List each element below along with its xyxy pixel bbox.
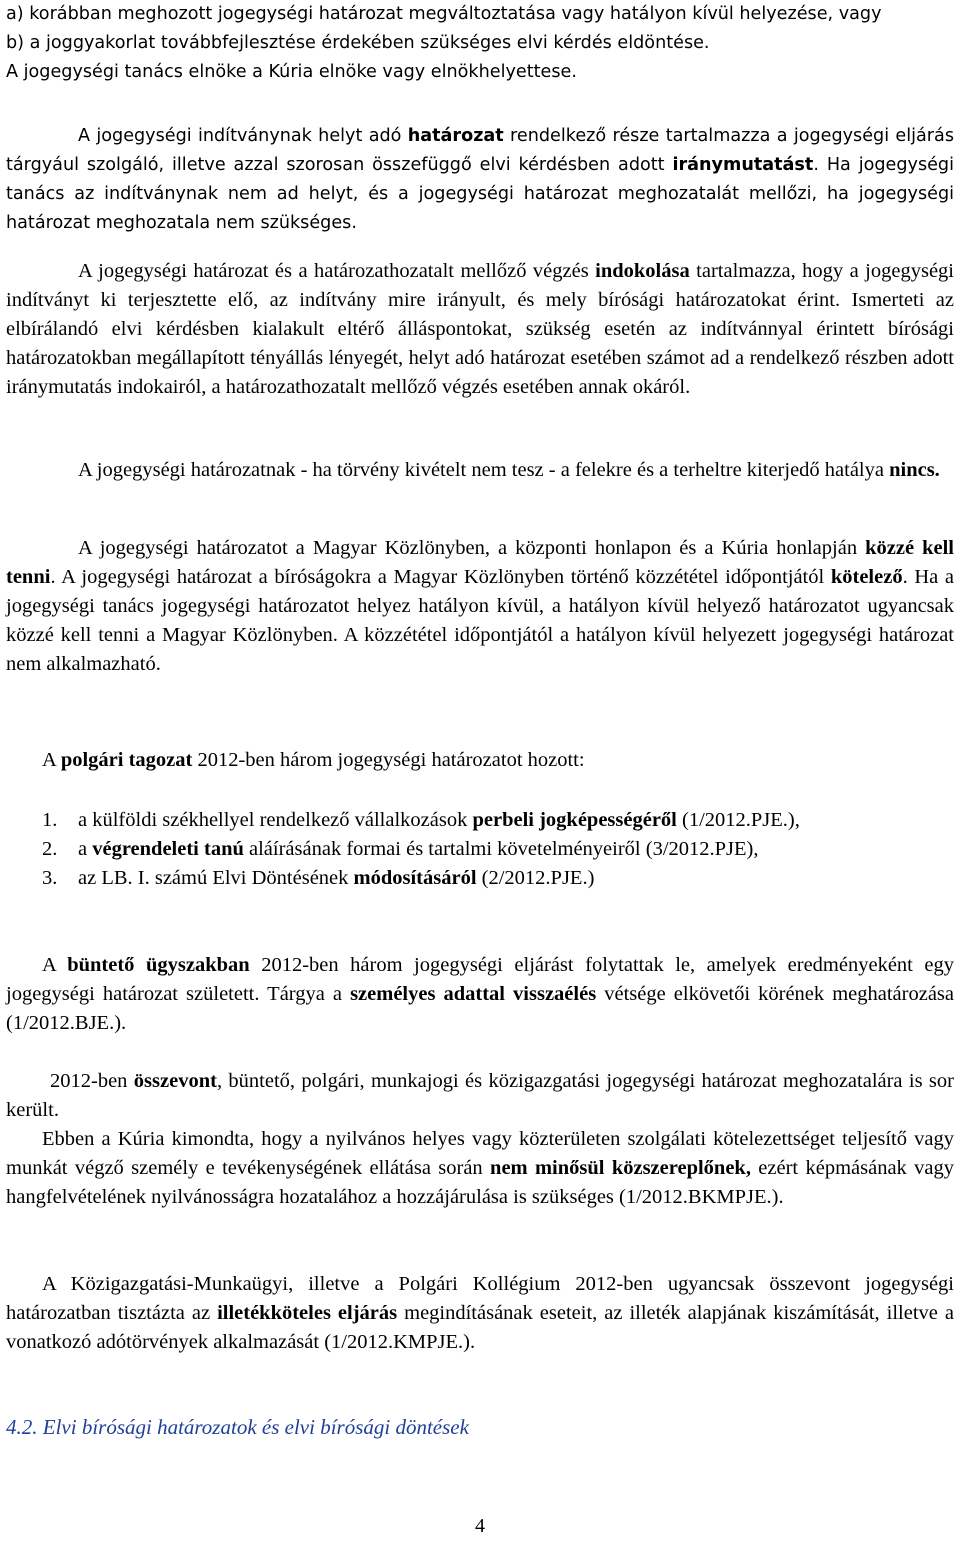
- paragraph-hatalya: A jogegységi határozatnak - ha törvény kivételt nem tesz - a felekre és a terheltre kiterjedő hatálya nincs.: [78, 459, 940, 481]
- paragraph-osszevont: 2012-ben összevont, büntető, polgári, munkajogi és közigazgatási jogegységi határozat meghozatalára is sor került.: [6, 1070, 954, 1121]
- decision-list: [6, 806, 954, 893]
- item-a: a) korábban meghozott jogegységi határozat megváltoztatása vagy hatályon kívül helyezése, vagy: [6, 4, 882, 24]
- top-items: [6, 0, 954, 87]
- paragraph-kozzetetel: A jogegységi határozatot a Magyar Közlönyben, a központi honlapon és a Kúria honlapján közzé kell tenni. A jogegységi határozat a bíróságokra a Magyar Közlönyben történő közzététel időpontjától kötelező. Ha a jogegységi tanács jogegységi határozatot helyez hatályon kívül, a hatályon kívül helyező határozatot ugyancsak közzé kell tenni a Magyar Közlönyben. A közzététel időpontjától a hatályon kívül helyezett jogegységi határozat nem alkalmazható.: [6, 537, 955, 675]
- paragraph-indokolas: A jogegységi határozat és a határozathozatalt mellőző végzés indokolása tartalmazza, hogy a jogegységi indítványt ki terjesztette elő, az indítvány mire irányult, és mely bírósági határozatokat érint. Ismerteti az elbírálandó elvi kérdésben kialakult eltérő álláspontokat, szükség esetén az indítvánnyal érintett bírósági határozatokban megállapított tényállás lényegét, helyt adó határozat esetében számot ad a rendelkező részben adott iránymutatás indokairól, a határozathozatalt mellőző végzés esetében annak okáról.: [6, 260, 954, 398]
- list-item: 3. az LB. I. számú Elvi Döntésének módosításáról (2/2012.PJE.): [42, 867, 595, 889]
- document-page: [6, 0, 954, 1536]
- paragraph-polgari: A polgári tagozat 2012-ben három jogegységi határozatot hozott:: [42, 749, 585, 771]
- list-item: 1. a külföldi székhellyel rendelkező vállalkozások perbeli jogképességéről (1/2012.PJE.),: [42, 809, 800, 831]
- paragraph-kozigazgatasi: A Közigazgatási-Munkaügyi, illetve a Polgári Kollégium 2012-ben ugyancsak összevont jogegységi határozatban tisztázta az illetékköteles eljárás megindításának eseteit, az illeték alapjának kiszámítását, illetve a vonatkozó adótörvények alkalmazását (1/2012.KMPJE.).: [6, 1273, 954, 1353]
- page-number: 4: [475, 1515, 485, 1537]
- item-b: b) a joggyakorlat továbbfejlesztése érdekében szükséges elvi kérdés eldöntése.: [6, 33, 710, 53]
- list-item: 2. a végrendeleti tanú aláírásának formai és tartalmi követelményeiről (3/2012.PJE),: [42, 838, 759, 860]
- chair-sentence: A jogegységi tanács elnöke a Kúria elnöke vagy elnökhelyettese.: [6, 62, 577, 82]
- paragraph-inditvany: A jogegységi indítványnak helyt adó határozat rendelkező része tartalmazza a jogegységi eljárás tárgyául szolgáló, illetve azzal szorosan összefüggő elvi kérdésben adott iránymutatást. Ha jogegységi tanács az indítványnak nem ad helyt, és a jogegységi határozat meghozatalát mellőzi, ha jogegységi határozat meghozatala nem szükséges.: [6, 126, 954, 233]
- paragraph-ebben: Ebben a Kúria kimondta, hogy a nyilvános helyes vagy közterületen szolgálati kötelezettséget teljesítő vagy munkát végző személy e tevékenységének ellátása során nem minősül közszereplőnek, ezért képmásának vagy hangfelvételének nyilvánosságra hozatalához a hozzájárulása is szükséges (1/2012.BKMPJE.).: [6, 1128, 954, 1208]
- section-heading: 4.2. Elvi bírósági határozatok és elvi bírósági döntések: [6, 1415, 469, 1439]
- paragraph-buntet: A büntető ügyszakban 2012-ben három jogegységi eljárást folytattak le, amelyek eredményeként egy jogegységi határozat született. Tárgya a személyes adattal visszaélés vétsége elkövetői körének meghatározása (1/2012.BJE.).: [6, 954, 955, 1034]
